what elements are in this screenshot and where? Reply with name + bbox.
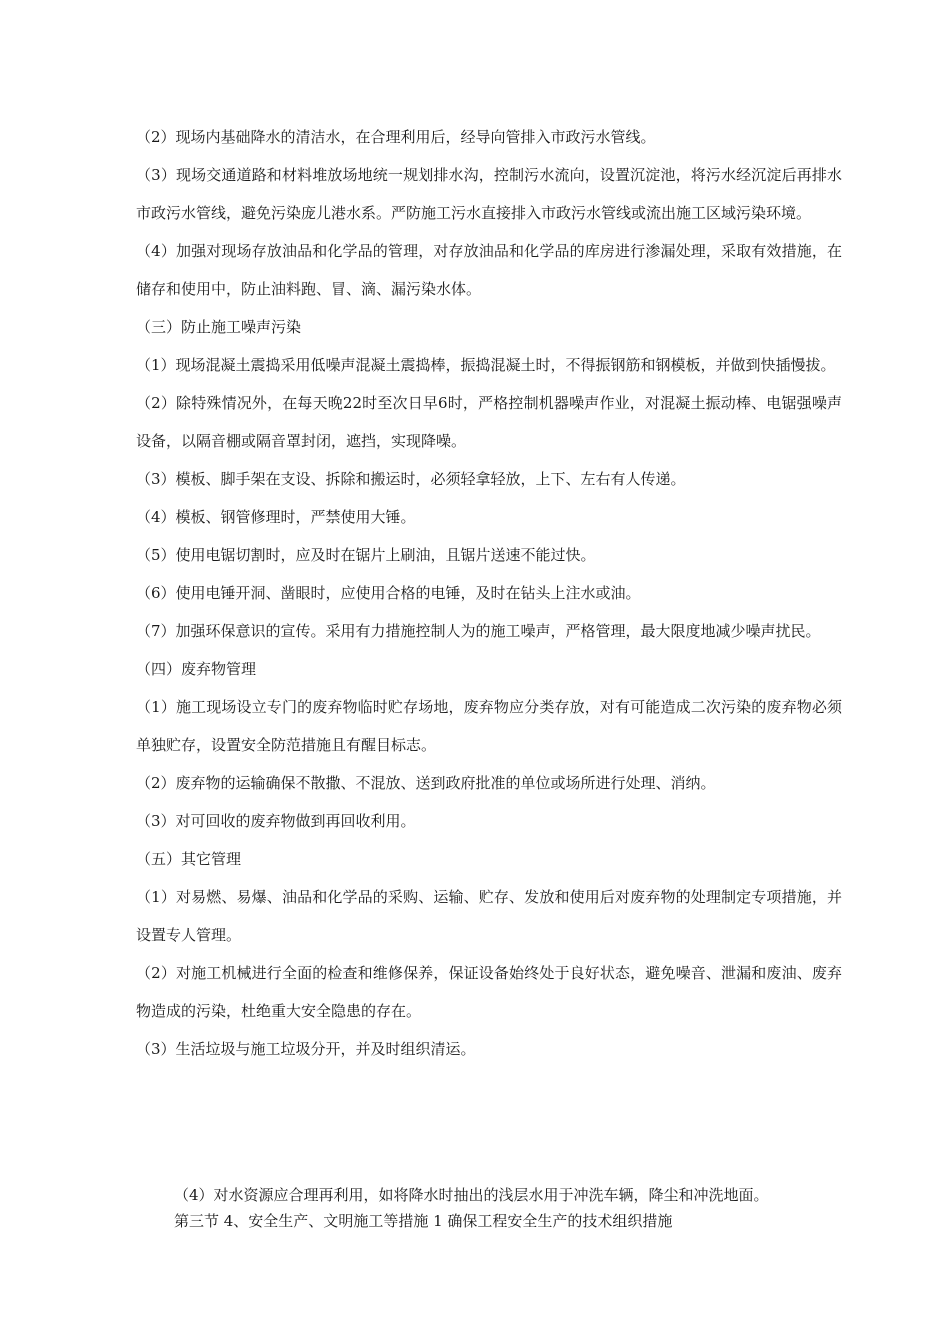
paragraph-waste-3: （3）对可回收的废弃物做到再回收利用。 [136,812,416,830]
paragraph-other-2: （2）对施工机械进行全面的检查和维修保养，保证设备始终处于良好状态，避免噪音、泄漏和废油、废弃物造成的污染，杜绝重大安全隐患的存在。 [136,964,842,1020]
paragraph-noise-7: （7）加强环保意识的宣传。采用有力措施控制人为的施工噪声，严格管理，最大限度地减少噪声扰民。 [136,622,821,640]
paragraph-noise-4: （4）模板、钢管修理时，严禁使用大锤。 [136,508,416,526]
paragraph-waste-2: （2）废弃物的运输确保不散撒、不混放、送到政府批准的单位或场所进行处理、消纳。 [136,774,716,792]
section-heading-other: （五）其它管理 [136,850,242,868]
paragraph-noise-1: （1）现场混凝土震捣采用低噪声混凝土震捣棒，振捣混凝土时，不得振钢筋和钢模板，并做到快插慢拔。 [136,356,836,374]
paragraph-other-3: （3）生活垃圾与施工垃圾分开，并及时组织清运。 [136,1040,476,1058]
paragraph-water-2: （2）现场内基础降水的清洁水，在合理利用后，经导向管排入市政污水管线。 [136,128,656,146]
paragraph-water-4: （4）加强对现场存放油品和化学品的管理，对存放油品和化学品的库房进行渗漏处理，采取有效措施，在储存和使用中，防止油料跑、冒、滴、漏污染水体。 [136,242,842,298]
chapter-heading: 第三节 4、安全生产、文明施工等措施 1 确保工程安全生产的技术组织措施 [174,1212,673,1230]
paragraph-other-1: （1）对易燃、易爆、油品和化学品的采购、运输、贮存、发放和使用后对废弃物的处理制定专项措施，并设置专人管理。 [136,888,842,944]
document-tail [174,1182,864,1234]
section-heading-waste: （四）废弃物管理 [136,660,257,678]
paragraph-noise-3: （3）模板、脚手架在支设、拆除和搬运时，必须轻拿轻放，上下、左右有人传递。 [136,470,686,488]
paragraph-other-4: （4）对水资源应合理再利用，如将降水时抽出的浅层水用于冲洗车辆，降尘和冲洗地面。 [174,1186,769,1204]
paragraph-waste-1: （1）施工现场设立专门的废弃物临时贮存场地，废弃物应分类存放，对有可能造成二次污染的废弃物必须单独贮存，设置安全防范措施且有醒目标志。 [136,698,842,754]
paragraph-water-3: （3）现场交通道路和材料堆放场地统一规划排水沟，控制污水流向，设置沉淀池，将污水经沉淀后再排水市政污水管线，避免污染庞儿港水系。严防施工污水直接排入市政污水管线或流出施工区域污染环境。 [136,166,842,222]
paragraph-noise-2: （2）除特殊情况外，在每天晚22时至次日早6时，严格控制机器噪声作业，对混凝土振动棒、电锯强噪声设备，以隔音棚或隔音罩封闭，遮挡，实现降噪。 [136,394,842,450]
paragraph-noise-6: （6）使用电锤开洞、凿眼时，应使用合格的电锤，及时在钻头上注水或油。 [136,584,641,602]
paragraph-noise-5: （5）使用电锯切割时，应及时在锯片上刷油，且锯片送速不能过快。 [136,546,596,564]
section-heading-noise: （三）防止施工噪声污染 [136,318,302,336]
document-body [136,118,842,1068]
